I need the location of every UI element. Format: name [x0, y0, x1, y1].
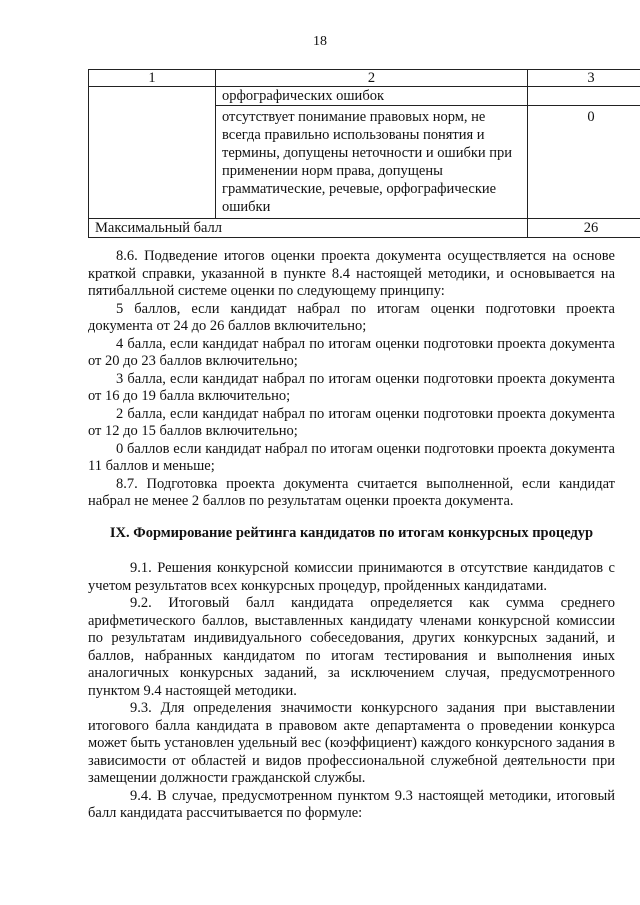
- table-header-cell: 3: [528, 70, 640, 87]
- table-header-row: [89, 70, 640, 87]
- paragraph-9-1: 9.1. Решения конкурсной комиссии принимаются в отсутствие кандидатов с учетом результатов всех конкурсных процедур, пройденных кандидатами.: [88, 560, 615, 594]
- paragraph-9-4: 9.4. В случае, предусмотренном пунктом 9.3 настоящей методики, итоговый балл кандидата рассчитывается по формуле:: [88, 787, 615, 821]
- table-header-cell: 1: [89, 70, 216, 87]
- paragraph-9-2: 9.2. Итоговый балл кандидата определяется как сумма среднего арифметического баллов, выставленных кандидату членами конкурсной комиссии по результатам индивидуального собеседования, других конкурсных заданий, и баллов, набранных кандидатом по итогам тестирования и выполнения иных аналогичных конкурсных заданий, за исключением случая, предусмотренного пунктом 9.4 настоящей методики.: [88, 595, 615, 699]
- table-cell-max-value: 26: [528, 219, 640, 238]
- table-row-max: [89, 219, 640, 238]
- table-cell-max-label: Максимальный балл: [89, 219, 528, 238]
- table-cell-empty: [528, 87, 640, 106]
- table-cell: отсутствует понимание правовых норм, не всегда правильно использованы понятия и термины, допущены неточности и ошибки при применении норм права, допущены грамматические, речевые, орфографические ошибки: [216, 106, 528, 219]
- table-cell-empty: [89, 87, 216, 219]
- paragraph-8-6: 8.6. Подведение итогов оценки проекта документа осуществляется на основе краткой справки, указанной в пункте 8.4 настоящей методики, и основывается на пятибалльной системе оценки по следующему принципу:: [88, 248, 615, 299]
- table-cell-score: 0: [528, 106, 640, 219]
- section-heading: IX. Формирование рейтинга кандидатов по итогам конкурсных процедур: [109, 525, 594, 541]
- paragraph-8-6-5: 5 баллов, если кандидат набрал по итогам оценки подготовки проекта документа от 24 до 26 баллов включительно;: [88, 300, 615, 334]
- page-number: 18: [313, 34, 327, 49]
- scoring-table: [88, 69, 640, 238]
- table-header-cell: 2: [216, 70, 528, 87]
- paragraph-8-6-2: 2 балла, если кандидат набрал по итогам оценки подготовки проекта документа от 12 до 15 баллов включительно;: [88, 405, 615, 439]
- paragraph-8-7: 8.7. Подготовка проекта документа считается выполненной, если кандидат набрал не менее 2 баллов по результатам оценки проекта документа.: [88, 475, 615, 509]
- table-row: [89, 87, 640, 106]
- paragraph-8-6-4: 4 балла, если кандидат набрал по итогам оценки подготовки проекта документа от 20 до 23 баллов включительно;: [88, 335, 615, 369]
- body-text-section-8: [88, 248, 615, 511]
- paragraph-8-6-3: 3 балла, если кандидат набрал по итогам оценки подготовки проекта документа от 16 до 19 балла включительно;: [88, 370, 615, 404]
- paragraph-8-6-0: 0 баллов если кандидат набрал по итогам оценки подготовки проекта документа 11 баллов и меньше;: [88, 440, 615, 474]
- body-text-section-9: [88, 560, 615, 823]
- table-cell: орфографических ошибок: [216, 87, 528, 106]
- paragraph-9-3: 9.3. Для определения значимости конкурсного задания при выставлении итогового балла кандидата в правовом акте департамента о проведении конкурса может быть установлен удельный вес (коэффициент) каждого конкурсного задания в зависимости от областей и видов профессиональной служебной деятельности при замещении должности гражданской службы.: [88, 700, 615, 786]
